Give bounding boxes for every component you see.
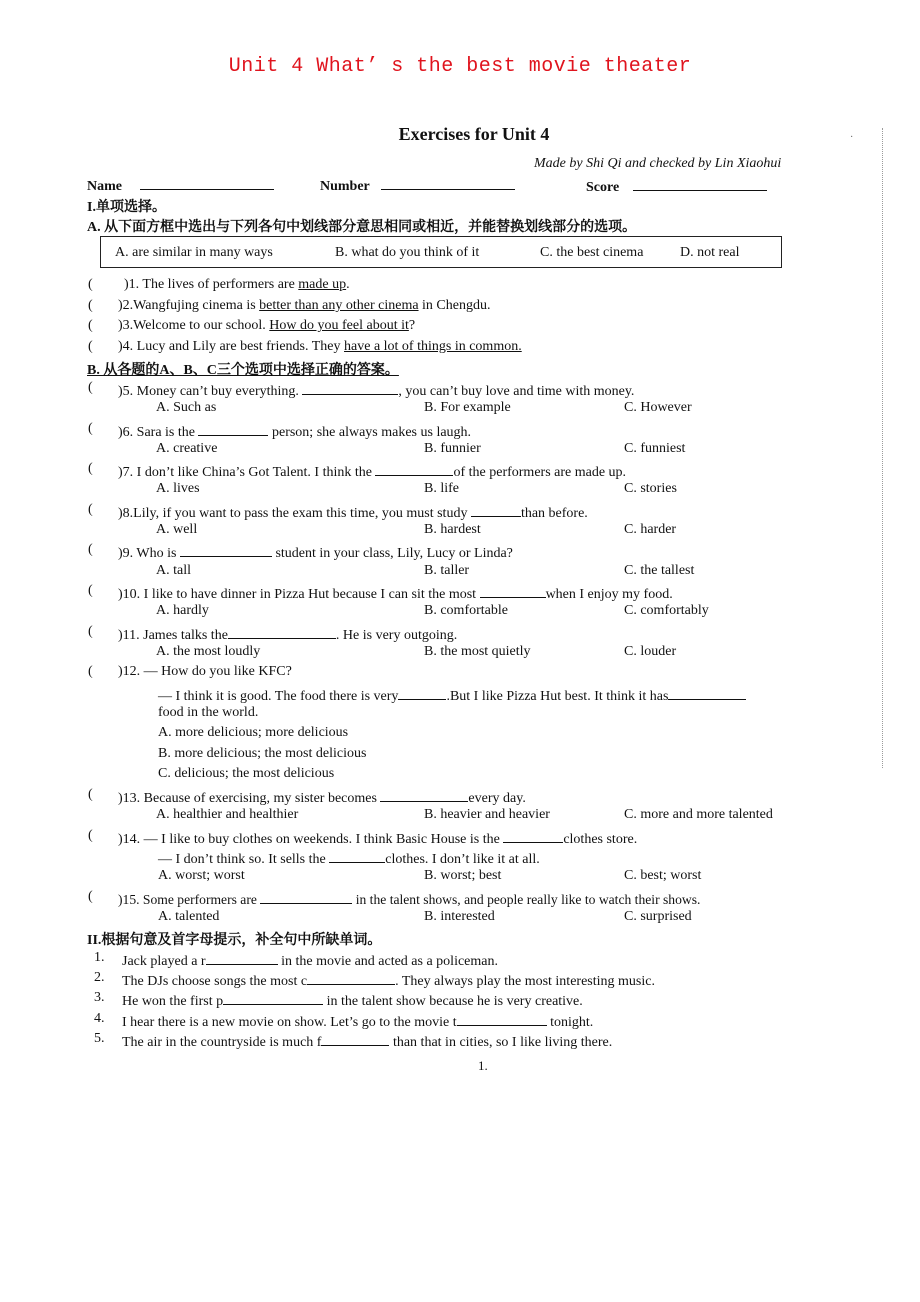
- answer-paren: (: [88, 298, 93, 313]
- exercise-heading: Exercises for Unit 4: [398, 124, 550, 144]
- q5-text: )5. Money can’t buy everything.: [118, 384, 303, 399]
- fill-1-blank[interactable]: [206, 950, 278, 965]
- answer-paren: (: [88, 889, 93, 904]
- question-3: [118, 318, 415, 334]
- score-blank[interactable]: [633, 176, 767, 191]
- answer-paren: (: [88, 624, 93, 639]
- q7-option-b: B. life: [424, 481, 459, 496]
- scan-edge-line: [882, 128, 884, 768]
- q5-option-c: C. However: [624, 400, 692, 415]
- question-12: )12. — How do you like KFC?: [118, 664, 292, 679]
- page-number: 1.: [478, 1058, 488, 1073]
- q10-option-c: C. comfortably: [624, 603, 709, 618]
- q4-text: )4. Lucy and Lily are best friends. They: [118, 339, 345, 354]
- question-1: [124, 277, 350, 293]
- q9-option-b: B. taller: [424, 563, 470, 578]
- answer-paren: (: [88, 421, 93, 436]
- q11-option-c: C. louder: [624, 644, 677, 659]
- q11-option-a: A. the most loudly: [156, 644, 261, 659]
- answer-paren: (: [88, 542, 93, 557]
- q11-end: . He is very outgoing.: [335, 628, 458, 643]
- fill-4: [122, 1011, 593, 1031]
- q14-blank-1[interactable]: [503, 828, 563, 843]
- q10-end: when I enjoy my food.: [545, 587, 673, 602]
- q8-option-a: A. well: [156, 522, 198, 537]
- question-8: [118, 502, 588, 522]
- box-option-d: D. not real: [680, 245, 740, 260]
- fill-1: [122, 950, 498, 970]
- q14-line-2: [158, 848, 540, 868]
- q12-option-a: A. more delicious; more delicious: [158, 725, 349, 740]
- fill-3: [122, 990, 583, 1010]
- fill-1-text: Jack played a r: [122, 954, 206, 969]
- q11-option-b: B. the most quietly: [424, 644, 531, 659]
- q6-option-b: B. funnier: [424, 441, 481, 456]
- fill-2: [122, 970, 655, 990]
- q9-text: )9. Who is: [118, 546, 180, 561]
- q10-blank[interactable]: [480, 583, 546, 598]
- q8-option-c: C. harder: [624, 522, 677, 537]
- fill-3-text: He won the first p: [122, 994, 224, 1009]
- answer-paren: (: [88, 664, 93, 679]
- question-13: [118, 787, 526, 807]
- section-b-instruction: B. 从各题的A、B、C三个选项中选择正确的答案。: [87, 363, 399, 378]
- fill-4-blank[interactable]: [457, 1011, 547, 1026]
- q13-option-a: A. healthier and healthier: [156, 807, 299, 822]
- box-option-b: B. what do you think of it: [335, 245, 480, 260]
- name-field: [87, 175, 274, 195]
- section-2-heading: II.根据句意及首字母提示，补全句中所缺单词。: [87, 933, 382, 948]
- answer-paren: (: [88, 461, 93, 476]
- number-blank[interactable]: [381, 175, 515, 190]
- q12-blank-1[interactable]: [398, 685, 446, 700]
- answer-paren: (: [88, 339, 93, 354]
- q3-text: )3.Welcome to our school.: [118, 318, 270, 333]
- answer-paren: (: [88, 787, 93, 802]
- q5-option-b: B. For example: [424, 400, 511, 415]
- question-15: [118, 889, 700, 908]
- q10-option-b: B. comfortable: [424, 603, 508, 618]
- q1-text: )1. The lives of performers are: [124, 277, 299, 292]
- page-title: Unit 4 What’ s the best movie theater: [228, 55, 692, 78]
- question-2: [118, 298, 491, 314]
- q13-end: every day.: [468, 791, 526, 806]
- fill-2-blank[interactable]: [307, 970, 395, 985]
- q13-option-c: C. more and more talented: [624, 807, 773, 822]
- answer-paren: (: [88, 277, 93, 292]
- q9-blank[interactable]: [180, 542, 272, 557]
- q1-underlined: made up: [298, 277, 347, 292]
- q15-option-b: B. interested: [424, 909, 495, 924]
- q14-option-a: A. worst; worst: [158, 868, 245, 883]
- question-10: [118, 583, 673, 603]
- name-label: Name: [87, 179, 122, 194]
- q7-option-a: A. lives: [156, 481, 200, 496]
- score-label: Score: [586, 180, 620, 195]
- q5-blank[interactable]: [302, 380, 398, 395]
- question-14: [118, 828, 637, 848]
- answer-paren: (: [88, 828, 93, 843]
- fill-4-text: I hear there is a new movie on show. Let’s go to the movie t: [122, 1015, 457, 1030]
- question-6: [118, 421, 471, 441]
- q9-end: student in your class, Lily, Lucy or Linda?: [271, 546, 513, 561]
- q4-underlined: have a lot of things in common.: [344, 339, 522, 354]
- fill-2-text: The DJs choose songs the most c: [122, 974, 308, 989]
- q12-option-b: B. more delicious; the most delicious: [158, 746, 367, 761]
- q7-option-c: C. stories: [624, 481, 677, 496]
- q15-end: in the talent shows, and people really like to watch their shows.: [352, 892, 701, 907]
- q13-option-b: B. heavier and heavier: [424, 807, 550, 822]
- section-1-heading: I.单项选择。: [87, 200, 166, 215]
- fill-3-end: in the talent show because he is very creative.: [323, 994, 583, 1009]
- q11-blank[interactable]: [228, 624, 336, 639]
- q12-text-2a: — I think it is good. The food there is very: [158, 689, 399, 704]
- q8-option-b: B. hardest: [424, 522, 481, 537]
- q9-option-a: A. tall: [156, 563, 191, 578]
- fill-5-text: The air in the countryside is much f: [122, 1035, 322, 1050]
- q14-end: clothes store.: [563, 832, 638, 847]
- q12-option-c: C. delicious; the most delicious: [158, 766, 335, 781]
- answer-paren: (: [88, 318, 93, 333]
- box-option-c: C. the best cinema: [540, 245, 644, 260]
- q12-blank-2[interactable]: [668, 685, 746, 700]
- q14-option-c: C. best; worst: [624, 868, 702, 883]
- q12-line-3: food in the world.: [158, 705, 259, 720]
- question-9: [118, 542, 513, 562]
- fill-5-number: 5.: [94, 1031, 105, 1046]
- q5-end: , you can’t buy love and time with money.: [398, 384, 635, 399]
- question-11: [118, 624, 457, 644]
- fill-2-end: . They always play the most interesting music.: [395, 974, 655, 989]
- author-credit: Made by Shi Qi and checked by Lin Xiaohui: [534, 156, 782, 171]
- q13-text: )13. Because of exercising, my sister becomes: [118, 791, 381, 806]
- fill-4-end: tonight.: [546, 1015, 594, 1030]
- q5-option-a: A. Such as: [156, 400, 217, 415]
- q15-option-a: A. talented: [158, 909, 220, 924]
- q7-blank[interactable]: [375, 461, 453, 476]
- question-5: [118, 380, 634, 400]
- q6-option-c: C. funniest: [624, 441, 686, 456]
- number-field: [320, 175, 515, 195]
- q14-text: )14. — I like to buy clothes on weekends. I think Basic House is the: [118, 832, 504, 847]
- q14-option-b: B. worst; best: [424, 868, 502, 883]
- q6-option-a: A. creative: [156, 441, 218, 456]
- q14-blank-2[interactable]: [329, 848, 385, 863]
- q8-blank[interactable]: [471, 502, 521, 517]
- q2-text: )2.Wangfujing cinema is: [118, 298, 260, 313]
- q15-text: )15. Some performers are: [118, 892, 261, 907]
- q6-end: person; she always makes us laugh.: [268, 425, 472, 440]
- answer-paren: (: [88, 502, 93, 517]
- q1-end: .: [346, 277, 350, 292]
- q6-blank[interactable]: [198, 421, 268, 436]
- q13-blank[interactable]: [380, 787, 468, 802]
- q11-text: )11. James talks the: [118, 628, 228, 643]
- fill-3-blank[interactable]: [223, 990, 323, 1005]
- corner-mark: ·: [850, 132, 854, 143]
- fill-2-number: 2.: [94, 970, 105, 985]
- q10-text: )10. I like to have dinner in Pizza Hut because I can sit the most: [118, 587, 480, 602]
- q2-end: in Chengdu.: [418, 298, 491, 313]
- fill-4-number: 4.: [94, 1011, 105, 1026]
- q7-text: )7. I don’t like China’s Got Talent. I think the: [118, 465, 376, 480]
- q14-text-2a: — I don’t think so. It sells the: [158, 852, 330, 867]
- q8-text: )8.Lily, if you want to pass the exam this time, you must study: [118, 506, 471, 521]
- q8-end: than before.: [520, 506, 588, 521]
- q3-end: ?: [408, 318, 416, 333]
- q10-option-a: A. hardly: [156, 603, 209, 618]
- box-option-a: A. are similar in many ways: [115, 245, 273, 260]
- q15-option-c: C. surprised: [624, 909, 692, 924]
- q15-blank[interactable]: [260, 889, 352, 904]
- answer-paren: (: [88, 380, 93, 395]
- fill-1-number: 1.: [94, 950, 105, 965]
- answer-paren: (: [88, 583, 93, 598]
- q7-end: of the performers are made up.: [453, 465, 627, 480]
- question-4: [118, 339, 522, 355]
- fill-1-end: in the movie and acted as a policeman.: [277, 954, 498, 969]
- section-a-instruction: A. 从下面方框中选出与下列各句中划线部分意思相同或相近，并能替换划线部分的选项。: [87, 220, 637, 235]
- q14-text-2b: clothes. I don’t like it at all.: [385, 852, 540, 867]
- fill-5-end: than that in cities, so I like living there.: [389, 1035, 613, 1050]
- q3-underlined: How do you feel about it: [269, 318, 409, 333]
- name-blank[interactable]: [140, 175, 274, 190]
- fill-5: [122, 1031, 612, 1051]
- score-field: [586, 176, 767, 196]
- options-box: [100, 236, 782, 268]
- question-7: [118, 461, 626, 481]
- q2-underlined: better than any other cinema: [259, 298, 419, 313]
- fill-5-blank[interactable]: [321, 1031, 389, 1046]
- number-label: Number: [320, 179, 370, 194]
- q6-text: )6. Sara is the: [118, 425, 199, 440]
- q9-option-c: C. the tallest: [624, 563, 695, 578]
- q12-line-2: [158, 685, 746, 705]
- fill-3-number: 3.: [94, 990, 105, 1005]
- q12-text-2b: .But I like Pizza Hut best. It think it has: [446, 689, 669, 704]
